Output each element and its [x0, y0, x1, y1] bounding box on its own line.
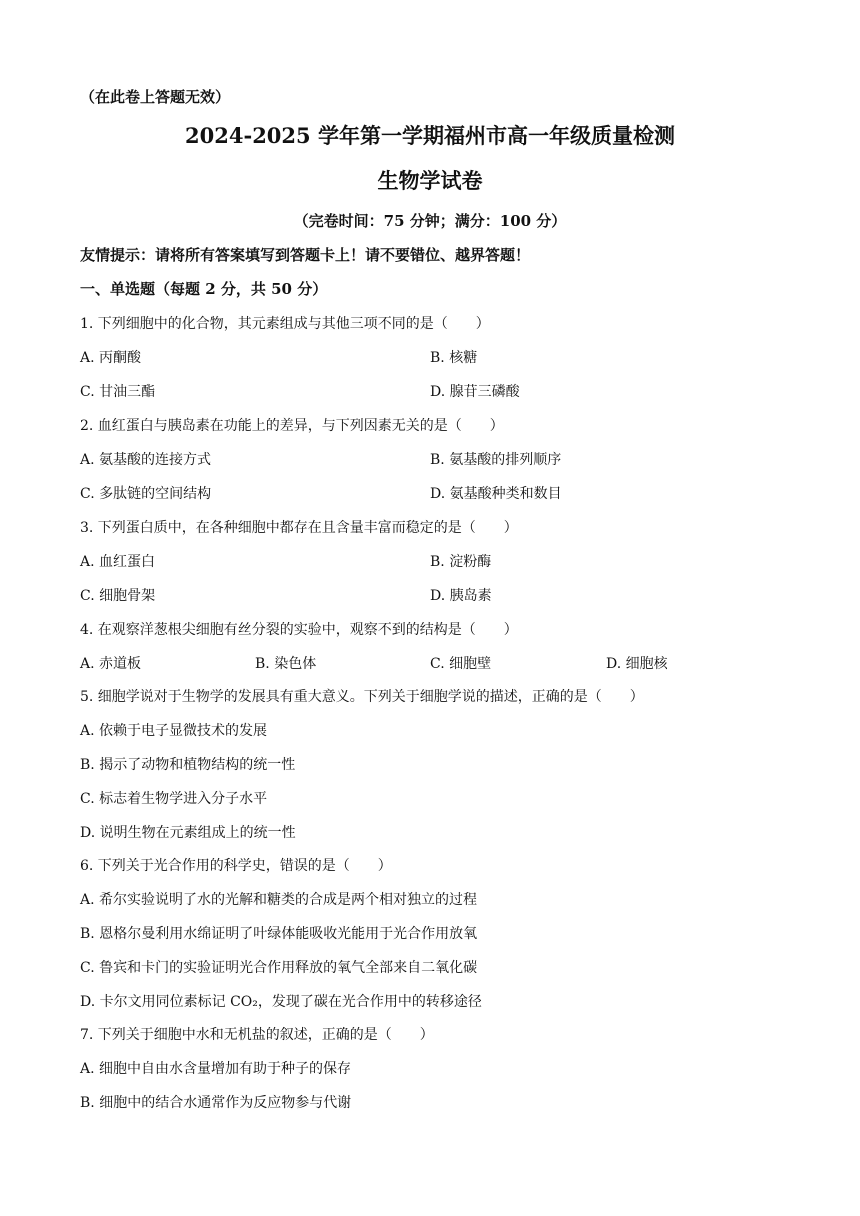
option-c: C. 甘油三酯	[80, 384, 156, 400]
exam-meta: （完卷时间：75 分钟；满分：100 分）	[293, 212, 567, 230]
option-b: B. 细胞中的结合水通常作为反应物参与代谢	[80, 1095, 352, 1111]
section-heading: 一、单选题（每题 2 分，共 50 分）	[80, 280, 328, 298]
option-b: B. 核糖	[430, 350, 478, 366]
option-a: A. 赤道板	[80, 656, 142, 672]
option-a: A. 丙酮酸	[80, 350, 142, 366]
option-b: B. 淀粉酶	[430, 554, 492, 570]
question-stem: 2. 血红蛋白与胰岛素在功能上的差异，与下列因素无关的是（ ）	[80, 418, 504, 434]
option-a: A. 希尔实验说明了水的光解和糖类的合成是两个相对独立的过程	[80, 892, 478, 908]
option-c: C. 细胞骨架	[80, 588, 156, 604]
option-d: D. 胰岛素	[430, 588, 492, 604]
question-stem: 1. 下列细胞中的化合物，其元素组成与其他三项不同的是（ ）	[80, 316, 490, 332]
option-d: D. 腺苷三磷酸	[430, 384, 520, 400]
exam-title: 2024-2025 学年第一学期福州市高一年级质量检测	[185, 123, 675, 148]
option-c: C. 细胞壁	[430, 656, 492, 672]
option-a: A. 氨基酸的连接方式	[80, 452, 212, 468]
option-b: B. 揭示了动物和植物结构的统一性	[80, 757, 296, 773]
exam-subject: 生物学试卷	[377, 168, 483, 193]
option-c: C. 多肽链的空间结构	[80, 486, 212, 502]
option-c: C. 标志着生物学进入分子水平	[80, 791, 268, 807]
question-stem: 6. 下列关于光合作用的科学史，错误的是（ ）	[80, 858, 392, 874]
invalid-answer-notice: （在此卷上答题无效）	[80, 88, 231, 106]
option-d: D. 细胞核	[606, 656, 668, 672]
option-b: B. 染色体	[255, 656, 317, 672]
option-d: D. 卡尔文用同位素标记 CO₂，发现了碳在光合作用中的转移途径	[80, 994, 482, 1010]
option-b: B. 恩格尔曼利用水绵证明了叶绿体能吸收光能用于光合作用放氧	[80, 926, 478, 942]
question-stem: 3. 下列蛋白质中，在各种细胞中都存在且含量丰富而稳定的是（ ）	[80, 520, 518, 536]
option-a: A. 依赖于电子显微技术的发展	[80, 723, 268, 739]
option-d: D. 说明生物在元素组成上的统一性	[80, 825, 296, 841]
option-b: B. 氨基酸的排列顺序	[430, 452, 562, 468]
option-c: C. 鲁宾和卡门的实验证明光合作用释放的氧气全部来自二氧化碳	[80, 960, 478, 976]
friendly-tip: 友情提示：请将所有答案填写到答题卡上！请不要错位、越界答题！	[80, 246, 531, 264]
option-a: A. 血红蛋白	[80, 554, 156, 570]
question-stem: 4. 在观察洋葱根尖细胞有丝分裂的实验中，观察不到的结构是（ ）	[80, 622, 518, 638]
question-stem: 7. 下列关于细胞中水和无机盐的叙述，正确的是（ ）	[80, 1027, 434, 1043]
question-stem: 5. 细胞学说对于生物学的发展具有重大意义。下列关于细胞学说的描述，正确的是（ ）	[80, 689, 644, 705]
option-a: A. 细胞中自由水含量增加有助于种子的保存	[80, 1061, 352, 1077]
option-d: D. 氨基酸种类和数目	[430, 486, 562, 502]
